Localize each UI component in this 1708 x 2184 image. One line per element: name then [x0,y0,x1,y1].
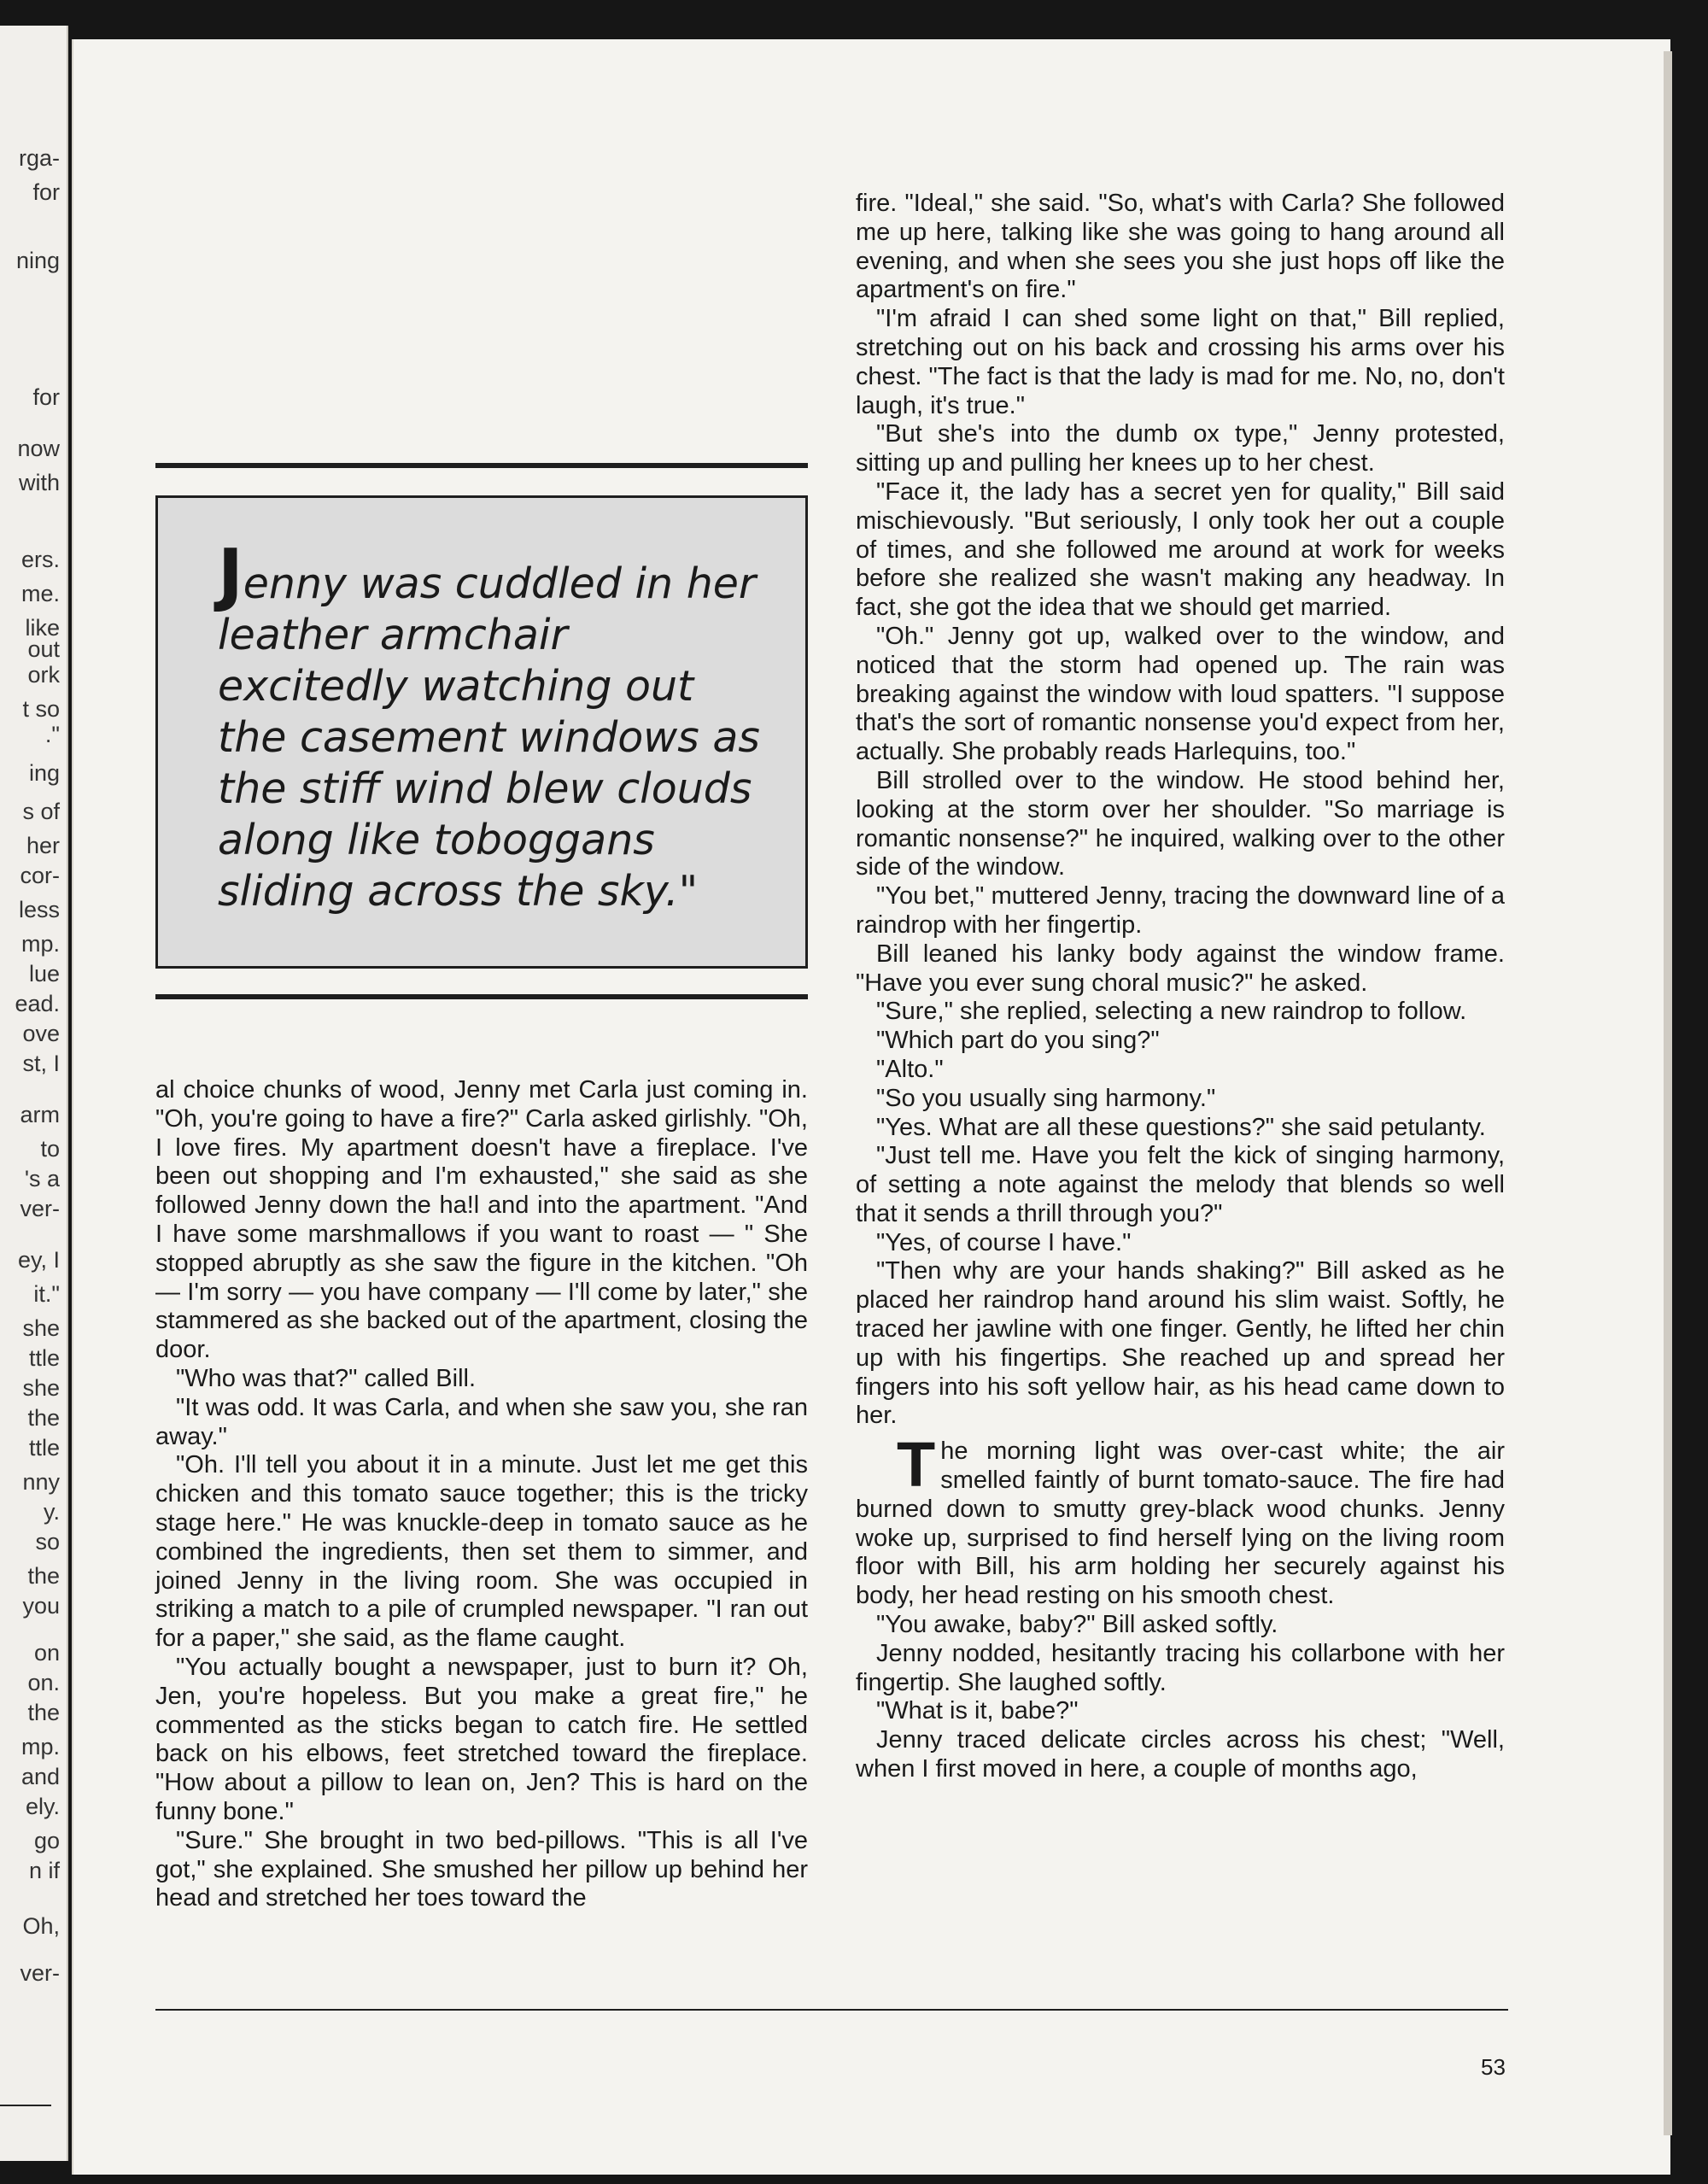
previous-page-fragment: arm [20,1102,60,1127]
page-number: 53 [1481,2054,1506,2080]
magazine-page [72,39,1670,2175]
previous-page-fragment: n if [28,1858,60,1883]
paragraph: "Face it, the lady has a secret yen for quality," Bill said mischievously. "But seriously, I only took her out a couple of times, and she followed me around at work for weeks before she realized she wasn't making any headway. In fact, she got the idea that we should get married. [856,477,1505,622]
previous-page-fragment: mp. [20,931,60,957]
previous-page-fragment: like [25,615,60,641]
previous-page-fragment: ttle [28,1345,60,1371]
section-opening-paragraph [856,1429,1505,1611]
paragraph: "Oh. I'll tell you about it in a minute. Just let me get this chicken and this tomato sauce together; this is the tricky stage here." He was knuckle-deep in tomato sauce as he combined the ingredients, then set them to simmer, and joined Jenny in the living room. She was occupied in striking a match to a pile of crumpled newspaper. "I ran out for a paper," she said, as the flame caught. [155,1451,808,1653]
previous-page-fragment: rga- [18,145,60,171]
previous-page-fragment: ing [28,760,60,786]
paragraph: "Yes, of course I have." [876,1228,1132,1256]
previous-page-fragment: you [22,1593,60,1619]
previous-page-fragment: the [27,1700,60,1725]
previous-page-fragment: her [26,833,60,858]
pullquote-top-rule [155,463,808,468]
previous-page-fragment: lue [28,961,60,987]
paragraph: "I'm afraid I can shed some light on that," Bill replied, stretching out on his back and crossing his arms over his chest. "The fact is that the lady is mad for me. No, no, don't laugh, it's true." [856,305,1505,419]
previous-page-fragment: Oh, [22,1913,60,1939]
previous-page-fragment: ely. [25,1794,60,1819]
previous-page-fragment: she [22,1375,60,1401]
paragraph: "What is it, babe?" [876,1697,1079,1725]
previous-page-fragment: so [35,1529,60,1555]
paragraph: "You awake, baby?" Bill asked softly. [876,1611,1278,1639]
drop-cap: T [897,1429,936,1501]
paragraph: Jenny traced delicate circles across his chest; "Well, when I first moved in here, a couple of months ago, [856,1726,1505,1783]
previous-page-fragment: ." [44,722,60,747]
previous-page-edge [0,26,68,2161]
paragraph: "Just tell me. Have you felt the kick of singing harmony, of setting a note against the melody that blends so well that it sends a thrill through you?" [856,1142,1505,1227]
previous-page-rule [0,2105,51,2106]
previous-page-fragment: y. [44,1499,60,1525]
previous-page-fragment: ttle [28,1435,60,1461]
previous-page-fragment: ove [22,1021,60,1046]
pullquote-text: enny was cuddled in her leather armchair excitedly watching out the casement windows as the stiff wind blew clouds along like toboggans sliding across the sky." [218,559,760,916]
paragraph: "It was odd. It was Carla, and when she saw you, she ran away." [155,1393,808,1450]
paragraph: Bill strolled over to the window. He stood behind her, looking at the storm over her shoulder. "So marriage is romantic nonsense?" he inquired, walking over to the other side of the window. [856,766,1505,881]
previous-page-fragment: t so [22,696,60,722]
paragraph: "Yes. What are all these questions?" she said petulanty. [876,1113,1486,1141]
previous-page-fragment: ning [15,248,60,273]
paragraph: fire. "Ideal," she said. "So, what's with Carla? She followed me up here, talking like she was going to hang around all evening, and when she sees you she just hops off like the apartment's on fire." [856,190,1505,304]
previous-page-fragment: on [33,1640,60,1666]
paragraph: "So you usually sing harmony." [876,1084,1216,1112]
paragraph: "Sure," she replied, selecting a new raindrop to follow. [876,998,1467,1026]
left-text-column [155,1076,808,1913]
previous-page-fragment: the [27,1563,60,1589]
previous-page-fragment: to [40,1136,60,1162]
pullquote-box [155,495,808,969]
previous-page-fragment: ead. [15,991,60,1016]
previous-page-fragment: she [22,1315,60,1341]
previous-page-fragment: and [20,1764,60,1789]
pullquote [218,535,764,917]
footer-rule [155,2009,1508,2011]
previous-page-fragment: less [18,897,60,922]
previous-page-fragment: ey, I [17,1247,60,1273]
previous-page-fragment: with [18,470,60,495]
section-opening-text: he morning light was over-cast white; the air smelled faintly of burnt tomato-sauce. The fire had burned down to smutty grey-black wood chunks. Jenny woke up, surprised to find herself lying on the living room floor with Bill, his arm holding her securely against his body, her head resting on his smooth chest. [856,1437,1505,1610]
previous-page-fragment: ver- [20,1960,60,1986]
previous-page-fragment: cor- [20,863,60,888]
paragraph: "You actually bought a newspaper, just to burn it? Oh, Jen, you're hopeless. But you make a great fire," he commented as the sticks began to catch fire. He settled back on his elbows, feet stretched toward the fireplace. "How about a pillow to lean on, Jen? This is hard on the funny bone." [155,1653,808,1825]
previous-page-fragment: ers. [20,547,60,572]
paragraph: "Sure." She brought in two bed-pillows. "This is all I've got," she explained. She smushed her pillow up behind her head and stretched her toes toward the [155,1826,808,1912]
previous-page-fragment: on. [27,1670,60,1695]
previous-page-fragment: it." [33,1281,60,1307]
previous-page-fragment: s of [22,799,60,824]
paragraph: "Oh." Jenny got up, walked over to the window, and noticed that the storm had opened up. The rain was breaking against the window with loud spatters. "I suppose that's the sort of romantic nonsense you'd expect from her, actually. She probably reads Harlequins, too." [856,622,1505,766]
paragraph: "You bet," muttered Jenny, tracing the downward line of a raindrop with her fingertip. [856,882,1505,939]
previous-page-fragment: mp. [20,1734,60,1759]
previous-page-fragment: me. [20,581,60,606]
paragraph: "Which part do you sing?" [876,1027,1160,1055]
previous-page-fragment: 's a [24,1166,60,1192]
previous-page-fragment: ork [27,662,60,688]
paragraph: "Who was that?" called Bill. [176,1364,477,1392]
paragraph: Jenny nodded, hesitantly tracing his collarbone with her fingertip. She laughed softly. [856,1639,1505,1696]
previous-page-fragment: go [33,1828,60,1853]
previous-page-fragment: out [27,636,60,662]
pullquote-bottom-rule [155,994,808,999]
previous-page-fragment: st, I [22,1051,60,1076]
previous-page-fragment: nny [22,1469,60,1495]
previous-page-fragment: ver- [20,1196,60,1221]
paragraph: "Then why are your hands shaking?" Bill asked as he placed her raindrop hand around his slim waist. Softly, he traced her jawline with one finger. Gently, he lifted her chin up with his fingertips. She reached up and spread her fingers into his soft yellow hair, as his head came down to her. [856,1257,1505,1430]
paragraph: "But she's into the dumb ox type," Jenny protested, sitting up and pulling her knees up to her chest. [856,420,1505,477]
paragraph: Bill leaned his lanky body against the window frame. "Have you ever sung choral music?" he asked. [856,940,1505,997]
pullquote-drop-letter: J [218,535,243,614]
previous-page-fragment: now [17,436,60,461]
previous-page-fragment: for [32,384,60,410]
previous-page-fragment: for [32,179,60,205]
paragraph: "Alto." [876,1055,944,1083]
page-edge-shadow [1664,51,1672,2135]
previous-page-fragment: the [27,1405,60,1431]
right-text-column [856,190,1505,1784]
paragraph: al choice chunks of wood, Jenny met Carla just coming in. "Oh, you're going to have a fire?" Carla asked girlishly. "Oh, I love fires. My apartment doesn't have a fireplace. I've been out shopping and I'm exhausted," she said as she followed Jenny down the ha!l and into the apartment. "And I have some marshmallows if you want to roast — " She stopped abruptly as she saw the figure in the kitchen. "Oh — I'm sorry — you have company — I'll come by later," she stammered as she backed out of the apartment, closing the door. [155,1076,808,1364]
